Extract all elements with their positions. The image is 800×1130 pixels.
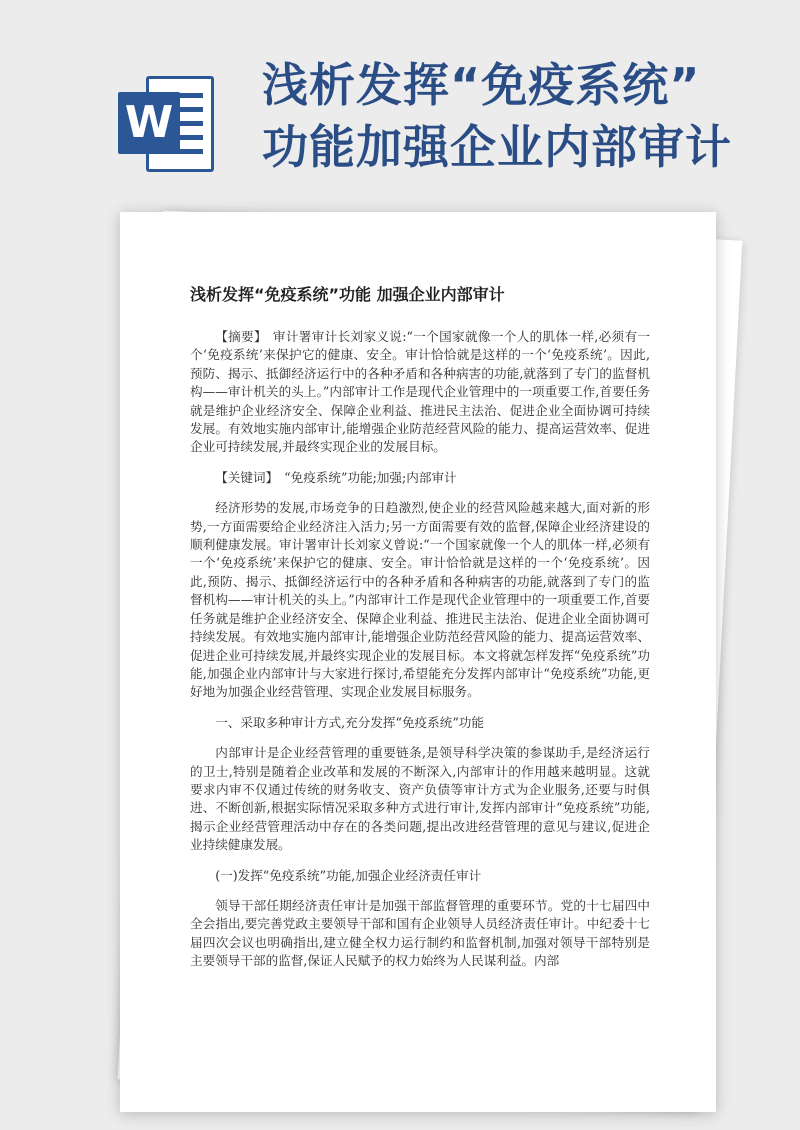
document-page (120, 212, 716, 1112)
banner-title (262, 54, 782, 178)
keywords-paragraph (190, 469, 650, 487)
document-title: 浅析发挥“免疫系统”功能 加强企业内部审计 (190, 285, 505, 304)
document-content (190, 284, 650, 983)
banner-title-line-2: 功能加强企业内部审计 (262, 120, 732, 174)
banner (0, 0, 800, 200)
abstract-label: 【摘要】 (215, 329, 267, 344)
banner-title-line-1: 浅析发挥“免疫系统” (262, 58, 701, 112)
subsection-1-heading: (一)发挥“免疫系统”功能,加强企业经济责任审计 (215, 867, 482, 883)
intro-paragraph: 经济形势的发展,市场竞争的日趋激烈,使企业的经营风险越来越大,面对新的形势,一方面需要给企业经济注入活力;另一方面需要有效的监督,保障企业经济建设的顺利健康发展。审计署审计长刘家义曾说:“一个国家就像一个人的肌体一样,必须有一个‘免疫系统’来保护它的健康、安全。审计恰恰就是这样的一个‘免疫系统’。因此,预防、揭示、抵御经济运行中的各种矛盾和各种病害的功能,就落到了专门的监督机构——审计机关的头上。”内部审计工作是现代企业管理中的一项重要工作,首要任务就是维护企业经济安全、保障企业利益、推进民主法治、促进企业全面协调可持续发展。有效地实施内部审计,能增强企业防范经营风险的能力、提高运营效率、促进企业可持续发展,并最终实现企业的发展目标。本文将就怎样发挥“免疫系统”功能,加强企业内部审计与大家进行探讨,希望能充分发挥内部审计“免疫系统”功能,更好地为加强企业经营管理、实现企业发展目标服务。 (190, 500, 650, 700)
subsection-1-paragraph: 领导干部任期经济责任审计是加强干部监督管理的重要环节。党的十七届四中全会指出,要完善党政主要领导干部和国有企业领导人员经济责任审计。中纪委十七届四次会议也明确指出,建立健全权力运行制约和监督机制,加强对领导干部特别是主要领导干部的监督,保证人民赋予的权力始终为人民谋利益。内部 (190, 897, 650, 969)
section-1-heading: 一、采取多种审计方式,充分发挥“免疫系统”功能 (215, 714, 484, 730)
word-document-icon (118, 70, 218, 180)
section-1-paragraph: 内部审计是企业经营管理的重要链条,是领导科学决策的参谋助手,是经济运行的卫士,特别是随着企业改革和发展的不断深入,内部审计的作用越来越明显。这就要求内审不仅通过传统的财务收支、资产负债等审计方式为企业服务,还要与时俱进、不断创新,根据实际情况采取多种方式进行审计,发挥内部审计“免疫系统”功能,揭示企业经营管理活动中存在的各类问题,提出改进经营管理的意见与建议,促进企业持续健康发展。 (190, 745, 650, 853)
keywords-text: “免疫系统”功能;加强;内部审计 (284, 469, 457, 485)
abstract-paragraph (190, 328, 650, 457)
abstract-text: 审计署审计长刘家义说:“一个国家就像一个人的肌体一样,必须有一个‘免疫系统’来保护它的健康、安全。审计恰恰就是这样的一个‘免疫系统’。因此,预防、揭示、抵御经济运行中的各种矛盾和各种病害的功能,就落到了专门的监督机构——审计机关的头上。”内部审计工作是现代企业管理中的一项重要工作,首要任务就是维护企业经济安全、保障企业利益、推进民主法治、促进企业全面协调可持续发展。有效地实施内部审计,能增强企业防范经营风险的能力、提高运营效率、促进企业可持续发展,并最终实现企业的发展目标。 (190, 329, 651, 455)
keywords-label: 【关键词】 (215, 469, 279, 485)
word-letter-badge: W (118, 92, 180, 154)
